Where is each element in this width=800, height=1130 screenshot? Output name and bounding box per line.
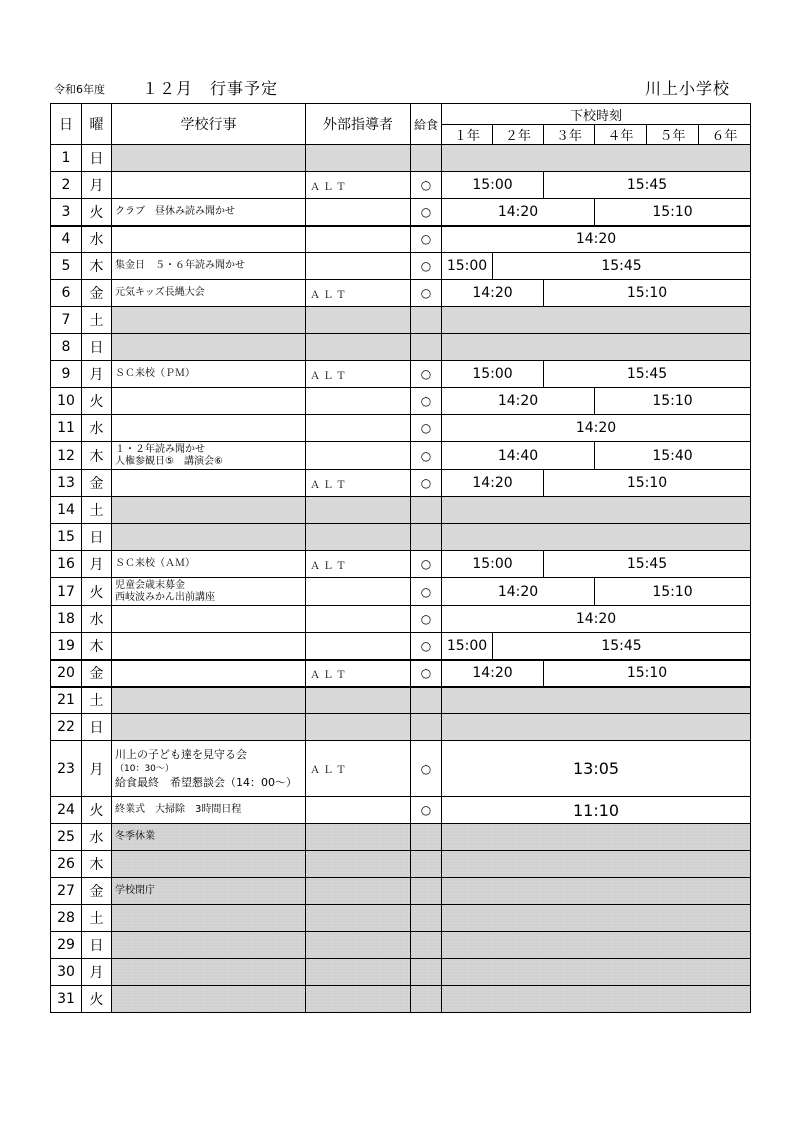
weekday-cell: 火: [82, 388, 112, 415]
weekday-cell: 金: [82, 280, 112, 307]
external-instructor-cell: [306, 415, 411, 442]
external-instructor-cell: ＡＬＴ: [306, 361, 411, 388]
weekday-cell: 月: [82, 172, 112, 199]
table-row: [51, 280, 751, 307]
external-instructor-cell: [306, 524, 411, 551]
col-header-grade: ４年: [595, 125, 647, 145]
lunch-mark: ○: [411, 578, 442, 606]
external-instructor-cell: [306, 442, 411, 470]
weekday-cell: 日: [82, 714, 112, 741]
weekday-cell: 火: [82, 578, 112, 606]
table-row: [51, 226, 751, 253]
table-row: [51, 905, 751, 932]
weekday-cell: 水: [82, 824, 112, 851]
lunch-mark: [411, 714, 442, 741]
event-cell: [112, 307, 306, 334]
lunch-mark: [411, 497, 442, 524]
external-instructor-cell: ＡＬＴ: [306, 470, 411, 497]
weekday-cell: 日: [82, 524, 112, 551]
table-row: [51, 932, 751, 959]
external-instructor-cell: [306, 226, 411, 253]
table-row: [51, 361, 751, 388]
table-row: [51, 388, 751, 415]
event-cell: [112, 932, 306, 959]
day-cell: 22: [51, 714, 82, 741]
lunch-mark: ○: [411, 388, 442, 415]
external-instructor-cell: [306, 334, 411, 361]
col-header-lunch: 給食: [411, 104, 442, 145]
table-row: [51, 606, 751, 633]
table-row: [51, 172, 751, 199]
event-cell: [112, 741, 306, 797]
weekday-cell: 月: [82, 959, 112, 986]
dismissal-empty-cell: [442, 497, 751, 524]
lunch-mark: ○: [411, 253, 442, 280]
dismissal-time: 15:40: [595, 442, 751, 470]
col-header-grade: ５年: [647, 125, 699, 145]
external-instructor-cell: [306, 199, 411, 226]
table-row: [51, 415, 751, 442]
event-text: ＳＣ来校（ＰＭ）: [115, 368, 195, 379]
event-cell: [112, 687, 306, 714]
weekday-cell: 土: [82, 497, 112, 524]
event-cell: [112, 497, 306, 524]
event-text: 学校閉庁: [115, 885, 155, 896]
external-instructor-cell: [306, 633, 411, 660]
weekday-cell: 火: [82, 199, 112, 226]
table-row: [51, 797, 751, 824]
event-text: １・２年読み聞かせ: [115, 443, 205, 455]
table-row: [51, 660, 751, 687]
event-cell: [112, 415, 306, 442]
external-instructor-cell: [306, 497, 411, 524]
day-cell: 23: [51, 741, 82, 797]
event-cell: [112, 905, 306, 932]
day-cell: 20: [51, 660, 82, 687]
external-instructor-cell: [306, 797, 411, 824]
day-cell: 28: [51, 905, 82, 932]
dismissal-time: 14:20: [442, 388, 595, 415]
lunch-mark: ○: [411, 199, 442, 226]
table-row: [51, 551, 751, 578]
weekday-cell: 火: [82, 986, 112, 1013]
dismissal-time: 15:10: [544, 280, 751, 307]
col-header-grade: ２年: [493, 125, 544, 145]
event-text: 西岐波みかん出前講座: [115, 591, 215, 603]
table-row: [51, 253, 751, 280]
day-cell: 15: [51, 524, 82, 551]
lunch-mark: ○: [411, 660, 442, 687]
event-cell: [112, 361, 306, 388]
day-cell: 19: [51, 633, 82, 660]
dismissal-empty-cell: [442, 824, 751, 851]
table-row: [51, 851, 751, 878]
table-row: [51, 145, 751, 172]
dismissal-time: 15:45: [544, 172, 751, 199]
external-instructor-cell: [306, 959, 411, 986]
dismissal-empty-cell: [442, 334, 751, 361]
day-cell: 5: [51, 253, 82, 280]
dismissal-time: 14:20: [442, 606, 751, 633]
dismissal-empty-cell: [442, 905, 751, 932]
weekday-cell: 金: [82, 470, 112, 497]
event-cell: [112, 253, 306, 280]
day-cell: 27: [51, 878, 82, 905]
weekday-cell: 水: [82, 415, 112, 442]
table-row: [51, 524, 751, 551]
dismissal-time: 15:45: [544, 361, 751, 388]
weekday-cell: 日: [82, 932, 112, 959]
lunch-mark: [411, 824, 442, 851]
external-instructor-cell: [306, 851, 411, 878]
table-row: [51, 442, 751, 470]
lunch-mark: [411, 307, 442, 334]
day-cell: 8: [51, 334, 82, 361]
event-cell: [112, 199, 306, 226]
day-cell: 17: [51, 578, 82, 606]
day-cell: 4: [51, 226, 82, 253]
table-row: [51, 741, 751, 797]
external-instructor-cell: [306, 388, 411, 415]
event-text: 給食最終 希望懇談会（14：00～）: [115, 775, 297, 789]
lunch-mark: [411, 986, 442, 1013]
table-row: [51, 687, 751, 714]
weekday-cell: 金: [82, 878, 112, 905]
external-instructor-cell: [306, 714, 411, 741]
external-instructor-cell: ＡＬＴ: [306, 551, 411, 578]
page-title: １２月 行事予定: [142, 79, 279, 98]
event-text: 人権参観日⑤ 講演会⑥: [115, 455, 223, 467]
table-row: [51, 334, 751, 361]
weekday-cell: 月: [82, 361, 112, 388]
col-header-grade: ３年: [544, 125, 595, 145]
event-text: 終業式 大掃除 3時間日程: [115, 804, 242, 815]
day-cell: 13: [51, 470, 82, 497]
table-row: [51, 497, 751, 524]
dismissal-time: 11:10: [442, 797, 751, 824]
event-cell: [112, 606, 306, 633]
lunch-mark: ○: [411, 633, 442, 660]
dismissal-time: 14:20: [442, 470, 544, 497]
dismissal-time: 14:20: [442, 578, 595, 606]
event-cell: [112, 226, 306, 253]
dismissal-empty-cell: [442, 714, 751, 741]
dismissal-time: 15:00: [442, 633, 493, 660]
dismissal-time: 15:45: [544, 551, 751, 578]
lunch-mark: ○: [411, 415, 442, 442]
table-row: [51, 307, 751, 334]
external-instructor-cell: ＡＬＴ: [306, 172, 411, 199]
external-instructor-cell: ＡＬＴ: [306, 741, 411, 797]
table-row: [51, 633, 751, 660]
lunch-mark: ○: [411, 172, 442, 199]
table-row: [51, 714, 751, 741]
event-cell: [112, 470, 306, 497]
lunch-mark: ○: [411, 551, 442, 578]
event-cell: [112, 851, 306, 878]
event-cell: [112, 633, 306, 660]
external-instructor-cell: [306, 905, 411, 932]
external-instructor-cell: [306, 986, 411, 1013]
external-instructor-cell: [306, 687, 411, 714]
event-cell: [112, 442, 306, 470]
dismissal-time: 15:00: [442, 551, 544, 578]
external-instructor-cell: ＡＬＴ: [306, 660, 411, 687]
dismissal-time: 13:05: [442, 741, 751, 797]
event-cell: [112, 388, 306, 415]
lunch-mark: ○: [411, 741, 442, 797]
day-cell: 6: [51, 280, 82, 307]
dismissal-empty-cell: [442, 851, 751, 878]
weekday-cell: 月: [82, 551, 112, 578]
fiscal-year: 令和6年度: [54, 83, 105, 96]
dismissal-time: 14:20: [442, 280, 544, 307]
dismissal-empty-cell: [442, 959, 751, 986]
lunch-mark: [411, 524, 442, 551]
weekday-cell: 火: [82, 797, 112, 824]
event-cell: [112, 878, 306, 905]
day-cell: 21: [51, 687, 82, 714]
dismissal-time: 15:45: [493, 633, 751, 660]
dismissal-time: 14:20: [442, 415, 751, 442]
lunch-mark: [411, 687, 442, 714]
col-header-events: 学校行事: [112, 104, 306, 145]
lunch-mark: [411, 334, 442, 361]
lunch-mark: [411, 959, 442, 986]
day-cell: 29: [51, 932, 82, 959]
day-cell: 7: [51, 307, 82, 334]
dismissal-time: 15:00: [442, 361, 544, 388]
weekday-cell: 月: [82, 741, 112, 797]
dismissal-empty-cell: [442, 145, 751, 172]
lunch-mark: ○: [411, 606, 442, 633]
event-cell: [112, 824, 306, 851]
day-cell: 26: [51, 851, 82, 878]
weekday-cell: 木: [82, 851, 112, 878]
lunch-mark: ○: [411, 442, 442, 470]
dismissal-time: 15:10: [544, 660, 751, 687]
col-header-dismissal: 下校時刻: [442, 104, 751, 125]
event-cell: [112, 714, 306, 741]
lunch-mark: ○: [411, 797, 442, 824]
weekday-cell: 土: [82, 687, 112, 714]
table-row: [51, 199, 751, 226]
weekday-cell: 日: [82, 334, 112, 361]
table-row: [51, 986, 751, 1013]
event-cell: [112, 986, 306, 1013]
day-cell: 30: [51, 959, 82, 986]
day-cell: 1: [51, 145, 82, 172]
col-header-dow: 曜: [82, 104, 112, 145]
dismissal-time: 14:40: [442, 442, 595, 470]
event-text: ＳＣ来校（ＡＭ）: [115, 558, 195, 569]
day-cell: 25: [51, 824, 82, 851]
dismissal-time: 15:45: [493, 253, 751, 280]
day-cell: 31: [51, 986, 82, 1013]
event-text: 児童会歳末募金: [115, 579, 185, 591]
school-name: 川上小学校: [644, 79, 730, 98]
lunch-mark: [411, 851, 442, 878]
event-text: クラブ 昼休み読み聞かせ: [115, 205, 235, 217]
dismissal-time: 15:10: [544, 470, 751, 497]
dismissal-empty-cell: [442, 307, 751, 334]
dismissal-time: 14:20: [442, 199, 595, 226]
event-cell: [112, 172, 306, 199]
dismissal-empty-cell: [442, 524, 751, 551]
table-row: [51, 824, 751, 851]
dismissal-time: 14:20: [442, 660, 544, 687]
lunch-mark: ○: [411, 226, 442, 253]
col-header-grade: ６年: [699, 125, 751, 145]
external-instructor-cell: [306, 606, 411, 633]
col-header-external: 外部指導者: [306, 104, 411, 145]
event-cell: [112, 524, 306, 551]
day-cell: 11: [51, 415, 82, 442]
event-cell: [112, 660, 306, 687]
event-text: 元気キッズ長縄大会: [115, 287, 205, 298]
table-row: [51, 878, 751, 905]
col-header-day: 日: [51, 104, 82, 145]
day-cell: 9: [51, 361, 82, 388]
dismissal-time: 15:10: [595, 199, 751, 226]
weekday-cell: 日: [82, 145, 112, 172]
external-instructor-cell: [306, 145, 411, 172]
external-instructor-cell: [306, 253, 411, 280]
weekday-cell: 金: [82, 660, 112, 687]
event-cell: [112, 145, 306, 172]
event-cell: [112, 797, 306, 824]
dismissal-empty-cell: [442, 986, 751, 1013]
schedule-table: [50, 103, 751, 1013]
dismissal-time: 15:10: [595, 578, 751, 606]
day-cell: 18: [51, 606, 82, 633]
event-text: （10：30～）: [115, 763, 174, 774]
event-cell: [112, 334, 306, 361]
weekday-cell: 土: [82, 307, 112, 334]
external-instructor-cell: [306, 932, 411, 959]
day-cell: 14: [51, 497, 82, 524]
dismissal-empty-cell: [442, 932, 751, 959]
dismissal-time: 15:00: [442, 172, 544, 199]
dismissal-time: 14:20: [442, 226, 751, 253]
weekday-cell: 土: [82, 905, 112, 932]
weekday-cell: 木: [82, 442, 112, 470]
external-instructor-cell: [306, 878, 411, 905]
table-row: [51, 578, 751, 606]
col-header-grade: １年: [442, 125, 493, 145]
dismissal-time: 15:00: [442, 253, 493, 280]
external-instructor-cell: [306, 824, 411, 851]
day-cell: 10: [51, 388, 82, 415]
dismissal-empty-cell: [442, 878, 751, 905]
external-instructor-cell: [306, 578, 411, 606]
table-row: [51, 959, 751, 986]
lunch-mark: ○: [411, 470, 442, 497]
weekday-cell: 水: [82, 606, 112, 633]
external-instructor-cell: ＡＬＴ: [306, 280, 411, 307]
event-cell: [112, 959, 306, 986]
external-instructor-cell: [306, 307, 411, 334]
event-cell: [112, 551, 306, 578]
dismissal-empty-cell: [442, 687, 751, 714]
weekday-cell: 木: [82, 633, 112, 660]
day-cell: 16: [51, 551, 82, 578]
event-cell: [112, 578, 306, 606]
day-cell: 3: [51, 199, 82, 226]
event-text: 集金日 ５・６年読み聞かせ: [115, 260, 245, 271]
event-text: 川上の子ども達を見守る会: [115, 747, 247, 761]
lunch-mark: [411, 878, 442, 905]
event-cell: [112, 280, 306, 307]
day-cell: 12: [51, 442, 82, 470]
lunch-mark: ○: [411, 280, 442, 307]
weekday-cell: 水: [82, 226, 112, 253]
lunch-mark: [411, 905, 442, 932]
weekday-cell: 木: [82, 253, 112, 280]
day-cell: 24: [51, 797, 82, 824]
day-cell: 2: [51, 172, 82, 199]
event-text: 冬季休業: [115, 831, 155, 842]
dismissal-time: 15:10: [595, 388, 751, 415]
table-row: [51, 470, 751, 497]
lunch-mark: [411, 145, 442, 172]
lunch-mark: ○: [411, 361, 442, 388]
lunch-mark: [411, 932, 442, 959]
